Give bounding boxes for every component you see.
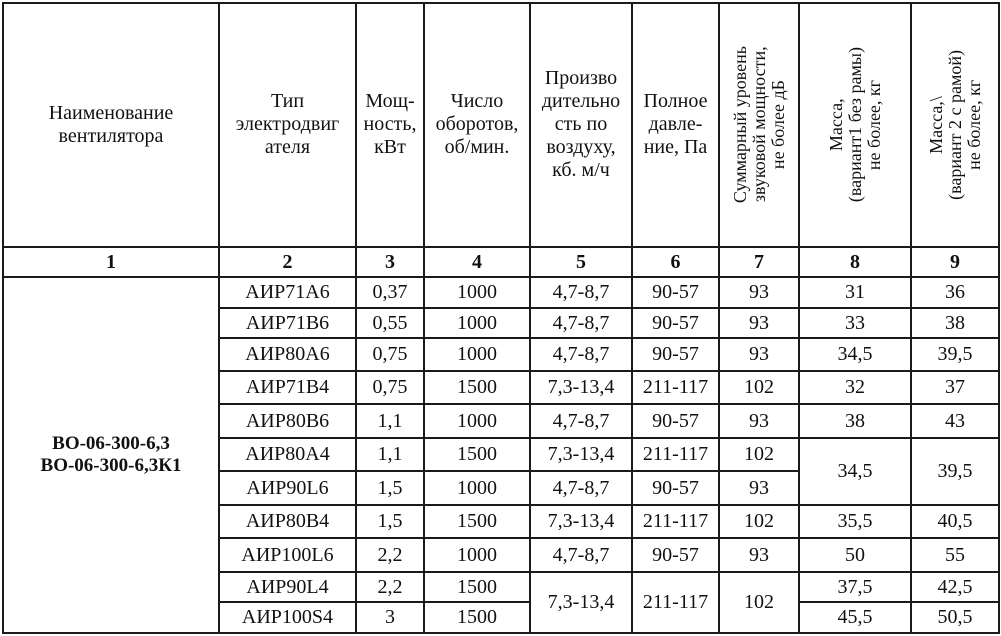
col-num: 1 bbox=[3, 247, 219, 277]
power-cell: 3 bbox=[356, 602, 424, 633]
noise-cell: 93 bbox=[719, 471, 799, 505]
power-cell: 0,75 bbox=[356, 338, 424, 371]
motor-cell: АИР71В6 bbox=[219, 308, 356, 338]
flow-cell: 4,7-8,7 bbox=[530, 404, 632, 438]
mass1-cell: 50 bbox=[799, 538, 911, 572]
noise-cell: 102 bbox=[719, 438, 799, 472]
header-text: дительно bbox=[541, 90, 621, 113]
power-cell: 0,75 bbox=[356, 371, 424, 405]
motor-cell: АИР100S4 bbox=[219, 602, 356, 633]
header-text: ность, bbox=[363, 113, 417, 136]
pressure-cell: 211-117 bbox=[632, 438, 719, 472]
rpm-cell: 1000 bbox=[424, 471, 530, 505]
rpm-cell: 1500 bbox=[424, 602, 530, 633]
noise-cell: 93 bbox=[719, 338, 799, 371]
mass2-cell: 43 bbox=[911, 404, 999, 438]
flow-cell: 7,3-13,4 bbox=[530, 572, 632, 633]
mass2-cell: 38 bbox=[911, 308, 999, 338]
noise-cell: 93 bbox=[719, 277, 799, 307]
header-name bbox=[3, 3, 219, 247]
col-num: 8 bbox=[799, 247, 911, 277]
power-cell: 1,5 bbox=[356, 505, 424, 539]
power-cell: 0,37 bbox=[356, 277, 424, 307]
header-text: Мощ- bbox=[365, 90, 415, 113]
header-text: ние, Па bbox=[643, 136, 708, 159]
mass2-cell: 39,5 bbox=[911, 338, 999, 371]
mass1-cell: 37,5 bbox=[799, 572, 911, 602]
power-cell: 1,5 bbox=[356, 471, 424, 505]
header-text: (вариант 2 с рамой) bbox=[944, 49, 965, 200]
mass2-cell: 39,5 bbox=[911, 438, 999, 505]
motor-cell: АИР71В4 bbox=[219, 371, 356, 405]
flow-cell: 4,7-8,7 bbox=[530, 338, 632, 371]
header-text: Полное bbox=[643, 90, 708, 113]
header-text: Тип bbox=[270, 90, 305, 113]
motor-cell: АИР80А4 bbox=[219, 438, 356, 472]
header-noise-vertical bbox=[731, 46, 788, 203]
mass1-cell: 31 bbox=[799, 277, 911, 307]
noise-cell: 102 bbox=[719, 572, 799, 633]
header-text: оборотов, bbox=[435, 113, 519, 136]
header-mass1-vertical bbox=[827, 47, 884, 202]
mass1-cell: 32 bbox=[799, 371, 911, 405]
header-pressure bbox=[632, 3, 719, 247]
header-text: кВт bbox=[374, 136, 406, 159]
column-number-row bbox=[3, 247, 999, 277]
header-noise bbox=[719, 3, 799, 247]
header-text: воздуху, bbox=[546, 136, 616, 159]
power-cell: 1,1 bbox=[356, 404, 424, 438]
pressure-cell: 90-57 bbox=[632, 538, 719, 572]
flow-cell: 7,3-13,4 bbox=[530, 505, 632, 539]
header-text: не более дБ bbox=[767, 80, 788, 170]
header-text: (вариант1 без рамы) bbox=[844, 47, 865, 203]
pressure-cell: 211-117 bbox=[632, 371, 719, 405]
rpm-cell: 1000 bbox=[424, 277, 530, 307]
rpm-cell: 1500 bbox=[424, 572, 530, 602]
mass1-cell: 35,5 bbox=[799, 505, 911, 539]
mass1-cell: 45,5 bbox=[799, 602, 911, 633]
col-num: 2 bbox=[219, 247, 356, 277]
noise-cell: 93 bbox=[719, 538, 799, 572]
flow-cell: 4,7-8,7 bbox=[530, 471, 632, 505]
fan-name: ВО-06-300-6,3 bbox=[52, 433, 170, 455]
power-cell: 0,55 bbox=[356, 308, 424, 338]
col-num: 5 bbox=[530, 247, 632, 277]
header-text: ателя bbox=[264, 136, 311, 159]
flow-cell: 4,7-8,7 bbox=[530, 308, 632, 338]
fan-name: ВО-06-300-6,3К1 bbox=[40, 455, 182, 477]
flow-cell: 4,7-8,7 bbox=[530, 277, 632, 307]
flow-cell: 7,3-13,4 bbox=[530, 371, 632, 405]
pressure-cell: 90-57 bbox=[632, 338, 719, 371]
motor-cell: АИР90L6 bbox=[219, 471, 356, 505]
noise-cell: 93 bbox=[719, 308, 799, 338]
mass1-cell: 33 bbox=[799, 308, 911, 338]
header-text: кб. м/ч bbox=[552, 159, 610, 182]
header-row bbox=[3, 3, 999, 247]
flow-cell: 4,7-8,7 bbox=[530, 538, 632, 572]
motor-cell: АИР71А6 bbox=[219, 277, 356, 307]
header-text: Масса, bbox=[825, 98, 846, 152]
header-mass-with-frame bbox=[911, 3, 999, 247]
rpm-cell: 1500 bbox=[424, 505, 530, 539]
col-num: 9 bbox=[911, 247, 999, 277]
mass2-cell: 50,5 bbox=[911, 602, 999, 633]
motor-cell: АИР80А6 bbox=[219, 338, 356, 371]
power-cell: 1,1 bbox=[356, 438, 424, 472]
header-mass2-vertical bbox=[927, 50, 984, 200]
header-motor-type bbox=[219, 3, 356, 247]
noise-cell: 102 bbox=[719, 371, 799, 405]
header-text: не более, кг bbox=[963, 79, 984, 170]
col-num: 4 bbox=[424, 247, 530, 277]
noise-cell: 102 bbox=[719, 505, 799, 539]
table-row bbox=[3, 277, 999, 307]
rpm-cell: 1000 bbox=[424, 338, 530, 371]
fan-spec-table bbox=[2, 2, 1000, 634]
header-text: Масса,\ bbox=[925, 96, 946, 154]
mass2-cell: 40,5 bbox=[911, 505, 999, 539]
header-text: сть по bbox=[554, 113, 608, 136]
col-num: 3 bbox=[356, 247, 424, 277]
header-mass-no-frame bbox=[799, 3, 911, 247]
rpm-cell: 1500 bbox=[424, 371, 530, 405]
mass1-cell: 38 bbox=[799, 404, 911, 438]
mass2-cell: 55 bbox=[911, 538, 999, 572]
mass2-cell: 37 bbox=[911, 371, 999, 405]
motor-cell: АИР80В4 bbox=[219, 505, 356, 539]
motor-cell: АИР80В6 bbox=[219, 404, 356, 438]
header-text: Наименование bbox=[48, 101, 174, 124]
header-text: электродвиг bbox=[235, 113, 340, 136]
col-num: 6 bbox=[632, 247, 719, 277]
pressure-cell: 90-57 bbox=[632, 277, 719, 307]
mass1-cell: 34,5 bbox=[799, 338, 911, 371]
power-cell: 2,2 bbox=[356, 572, 424, 602]
motor-cell: АИР100L6 bbox=[219, 538, 356, 572]
header-text: звуковой мощности, bbox=[748, 47, 769, 203]
fan-name-cell bbox=[3, 277, 219, 633]
motor-cell: АИР90L4 bbox=[219, 572, 356, 602]
header-rpm bbox=[424, 3, 530, 247]
mass1-cell: 34,5 bbox=[799, 438, 911, 505]
power-cell: 2,2 bbox=[356, 538, 424, 572]
header-airflow bbox=[530, 3, 632, 247]
mass2-cell: 36 bbox=[911, 277, 999, 307]
rpm-cell: 1000 bbox=[424, 308, 530, 338]
rpm-cell: 1000 bbox=[424, 404, 530, 438]
header-text: Произво bbox=[544, 67, 618, 90]
pressure-cell: 211-117 bbox=[632, 505, 719, 539]
rpm-cell: 1500 bbox=[424, 438, 530, 472]
col-num: 7 bbox=[719, 247, 799, 277]
noise-cell: 93 bbox=[719, 404, 799, 438]
pressure-cell: 90-57 bbox=[632, 308, 719, 338]
pressure-cell: 90-57 bbox=[632, 471, 719, 505]
header-text: не более, кг bbox=[863, 79, 884, 170]
header-text: Суммарный уровень bbox=[729, 46, 750, 204]
header-power bbox=[356, 3, 424, 247]
header-text: Число bbox=[450, 90, 504, 113]
rpm-cell: 1000 bbox=[424, 538, 530, 572]
pressure-cell: 90-57 bbox=[632, 404, 719, 438]
header-text: вентилятора bbox=[58, 124, 164, 147]
header-text: об/мин. bbox=[444, 136, 510, 159]
pressure-cell: 211-117 bbox=[632, 572, 719, 633]
mass2-cell: 42,5 bbox=[911, 572, 999, 602]
header-text: давле- bbox=[648, 113, 703, 136]
flow-cell: 7,3-13,4 bbox=[530, 438, 632, 472]
